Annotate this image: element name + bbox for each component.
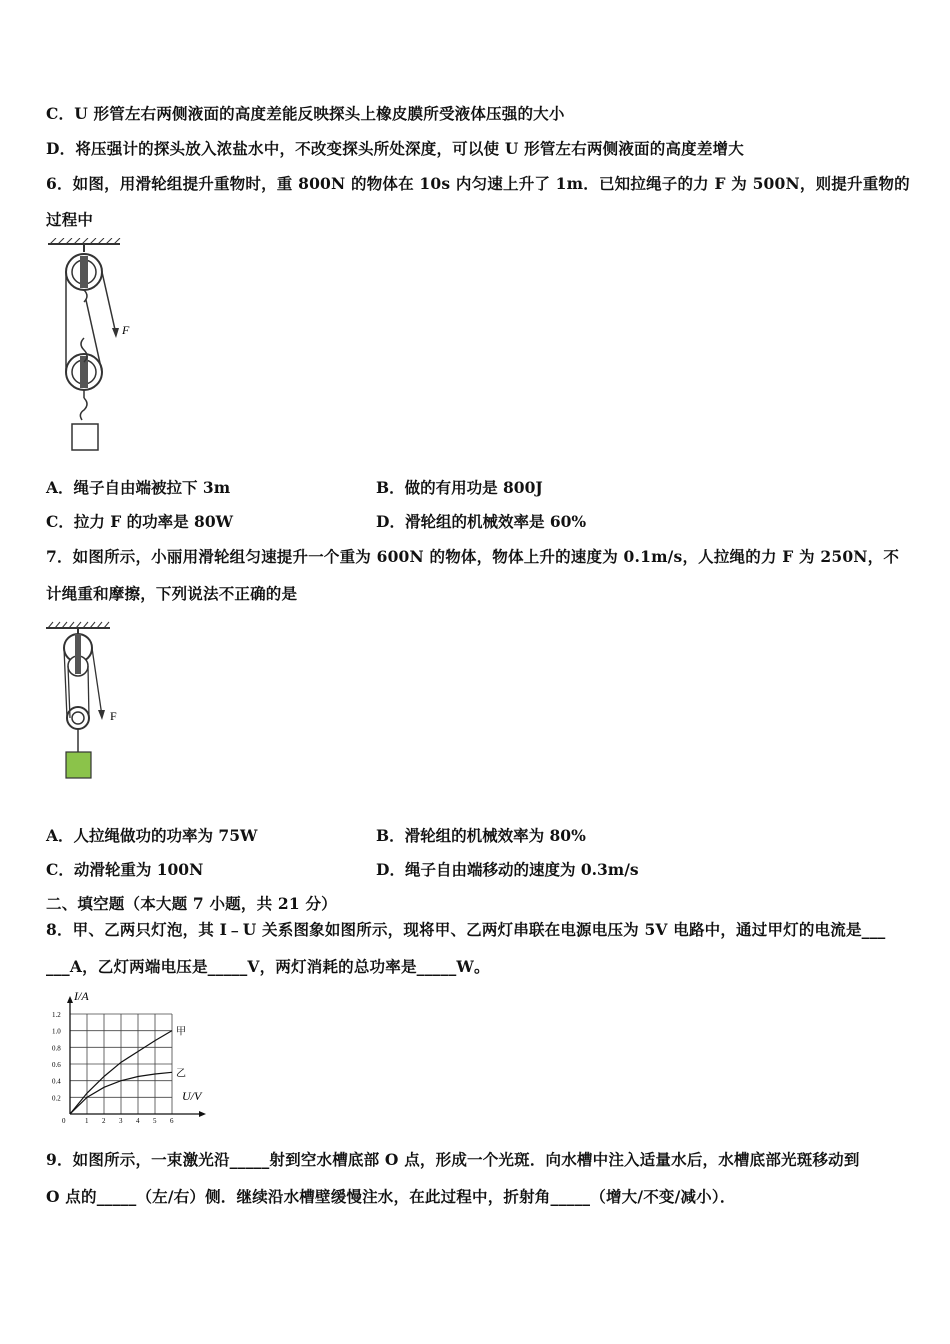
y-tick-label: 0.6	[52, 1061, 61, 1069]
x-axis-arrow	[199, 1111, 206, 1117]
section-heading: 二、填空题（本大题 7 小题，共 21 分）	[46, 894, 337, 913]
series-label: 乙	[176, 1068, 186, 1080]
q8-iu-chart	[44, 986, 214, 1126]
q6-stem-line2: 过程中	[46, 210, 94, 229]
y-axis-label: I/A	[74, 989, 89, 1003]
q6-option-c: C．拉力 F 的功率是 80W	[46, 512, 234, 531]
q6-pulley-figure	[40, 238, 150, 458]
q5-option-c: C．U 形管左右两侧液面的高度差能反映探头上橡皮膜所受液体压强的大小	[46, 104, 565, 123]
q7-option-c: C．动滑轮重为 100N	[46, 860, 204, 879]
q7-option-d: D．绳子自由端移动的速度为 0.3m/s	[376, 860, 639, 879]
q6-option-b: B．做的有用功是 800J	[376, 478, 543, 497]
q7-stem-line1: 7．如图所示，小丽用滑轮组匀速提升一个重为 600N 的物体，物体上升的速度为 0.1m/s，人拉绳的力 F 为 250N，不	[46, 547, 900, 566]
q7-option-a: A．人拉绳做功的功率为 75W	[46, 826, 258, 845]
q5-option-d: D．将压强计的探头放入浓盐水中，不改变探头所处深度，可以使 U 形管左右两侧液面的高度差增大	[46, 139, 744, 158]
q9-stem-line1: 9．如图所示，一束激光沿_____射到空水槽底部 O 点，形成一个光斑．向水槽中注入适量水后，水槽底部光斑移动到	[46, 1150, 860, 1169]
q9-stem-line2: O 点的_____（左/右）侧．继续沿水槽壁缓慢注水，在此过程中，折射角_____（增大/不变/减小）．	[46, 1187, 736, 1206]
x-tick-label: 4	[136, 1117, 140, 1125]
q7-pulley-figure	[40, 620, 140, 785]
x-tick-label: 3	[119, 1117, 123, 1125]
y-tick-label: 0.2	[52, 1094, 61, 1103]
q6-option-a: A．绳子自由端被拉下 3m	[46, 478, 231, 497]
q6-option-d: D．滑轮组的机械效率是 60%	[376, 512, 587, 531]
x-tick-label: 5	[153, 1117, 157, 1125]
q6-force-label: F	[122, 323, 130, 337]
y-tick-label: 0.4	[52, 1077, 61, 1086]
q8-stem-line2: ___A，乙灯两端电压是_____V，两灯消耗的总功率是_____W。	[46, 957, 490, 976]
x-tick-label: 6	[170, 1117, 174, 1125]
y-axis-arrow	[67, 996, 73, 1003]
x-tick-label: 1	[85, 1117, 89, 1125]
q6-stem-line1: 6．如图，用滑轮组提升重物时，重 800N 的物体在 10s 内匀速上升了 1m．已知拉绳子的力 F 为 500N，则提升重物的	[46, 174, 910, 193]
q7-force-label: F	[110, 709, 117, 723]
x-tick-label: 2	[102, 1117, 106, 1125]
y-tick-label: 1.2	[52, 1011, 61, 1019]
y-tick-label: 1.0	[52, 1027, 61, 1036]
y-tick-label: 0.8	[52, 1044, 61, 1053]
series-label: 甲	[176, 1026, 186, 1038]
x-tick-label: 0	[62, 1117, 66, 1125]
q7-option-b: B．滑轮组的机械效率为 80%	[376, 826, 586, 845]
q7-stem-line2: 计绳重和摩擦，下列说法不正确的是	[46, 584, 298, 603]
x-axis-label: U/V	[182, 1089, 202, 1103]
q8-stem-line1: 8．甲、乙两只灯泡，其 I﹣U 关系图象如图所示，现将甲、乙两灯串联在电源电压为 5V 电路中，通过甲灯的电流是___	[46, 920, 886, 939]
